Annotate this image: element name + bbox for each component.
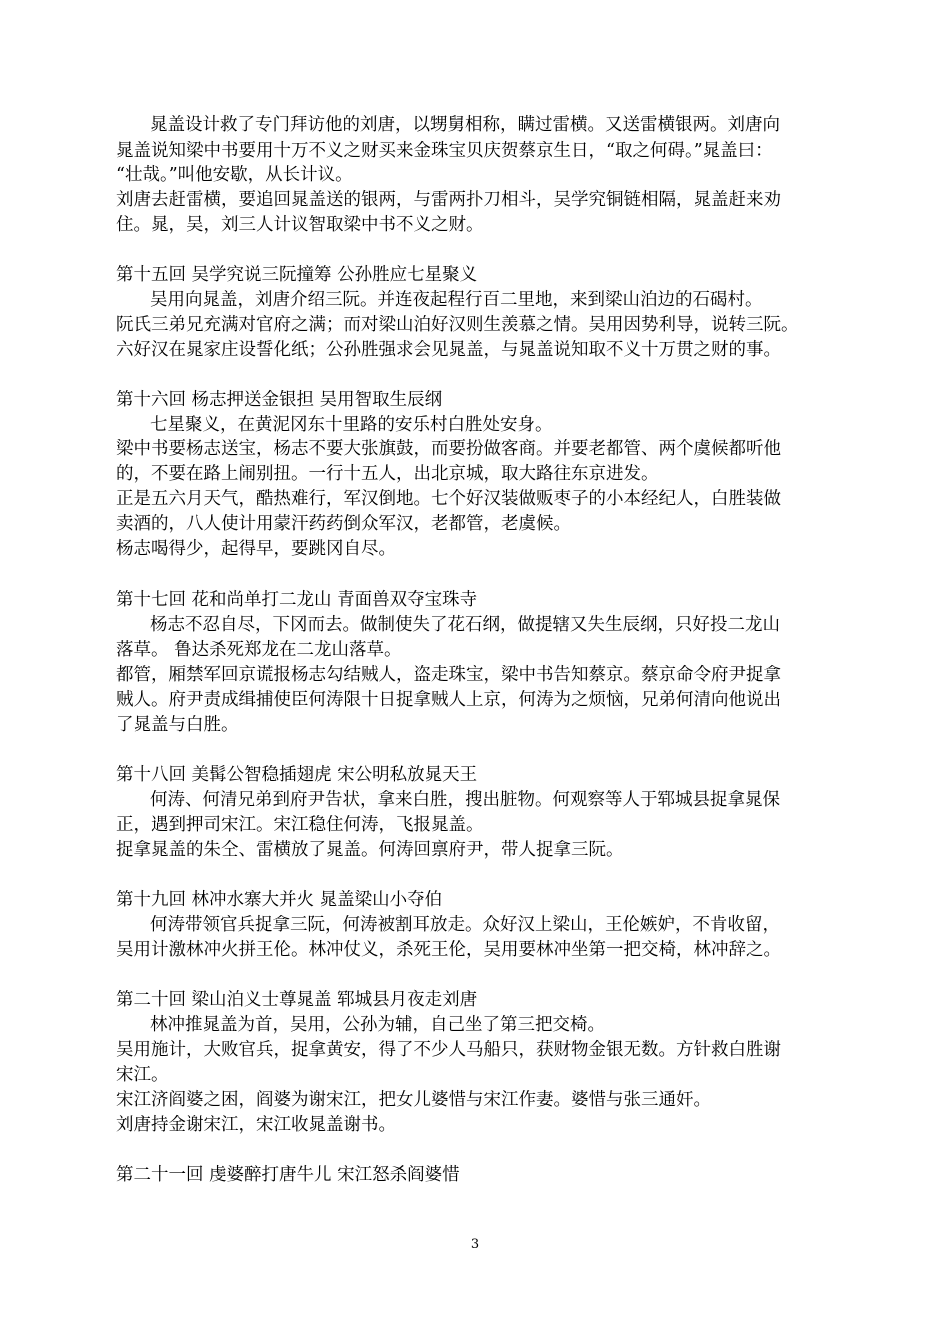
text-line: 刘唐持金谢宋江，宋江收晁盖谢书。 <box>116 1115 396 1135</box>
text-line: 的，不要在路上闹别扭。一行十五人，出北京城，取大路往东京进发。 <box>116 464 659 484</box>
text-line: 杨志喝得少，起得早，要跳冈自尽。 <box>116 539 396 559</box>
text-line: 卖酒的，八人使计用蒙汗药药倒众军汉，老都管，老虞候。 <box>116 514 571 534</box>
text-line: 何涛、何清兄弟到府尹告状，拿来白胜，搜出脏物。何观察等人于郓城县捉拿晁保 <box>150 790 780 810</box>
chapter-heading: 第十六回 杨志押送金银担 吴用智取生辰纲 <box>116 390 443 410</box>
text-line: 刘唐去赶雷横，要追回晁盖送的银两，与雷两扑刀相斗，吴学究铜链相隔，晁盖赶来劝 <box>116 190 781 210</box>
text-line: 贼人。府尹责成缉捕使臣何涛限十日捉拿贼人上京，何涛为之烦恼，兄弟何清向他说出 <box>116 690 781 710</box>
text-line: 了晁盖与白胜。 <box>116 715 239 735</box>
text-line: 七星聚义，在黄泥冈东十里路的安乐村白胜处安身。 <box>150 415 553 435</box>
chapter-heading: 第十七回 花和尚单打二龙山 青面兽双夺宝珠寺 <box>116 590 478 610</box>
chapter-heading: 第二十一回 虔婆醉打唐牛儿 宋江怒杀阎婆惜 <box>116 1165 460 1185</box>
text-line: 都管，厢禁军回京谎报杨志勾结贼人，盗走珠宝，梁中书告知蔡京。蔡京命令府尹捉拿 <box>116 665 781 685</box>
text-line: 捉拿晁盖的朱仝、雷横放了晁盖。何涛回禀府尹，带人捉拿三阮。 <box>116 840 624 860</box>
text-line: 晁盖设计救了专门拜访他的刘唐，以甥舅相称，瞒过雷横。又送雷横银两。刘唐向 <box>150 115 780 135</box>
text-line: 正，遇到押司宋江。宋江稳住何涛，飞报晁盖。 <box>116 815 484 835</box>
chapter-heading: 第十九回 林冲水寨大并火 晁盖梁山小夺伯 <box>116 890 443 910</box>
text-line: 六好汉在晁家庄设誓化纸；公孙胜强求会见晁盖，与晁盖说知取不义十万贯之财的事。 <box>116 340 781 360</box>
text-line: 住。晁，吴，刘三人计议智取梁中书不义之财。 <box>116 215 484 235</box>
text-line: 晁盖说知梁中书要用十万不义之财买来金珠宝贝庆贺蔡京生日，“取之何碍。”晁盖曰： <box>116 141 773 161</box>
text-line: 落草。 鲁达杀死郑龙在二龙山落草。 <box>116 640 402 660</box>
text-line: 阮氏三弟兄充满对官府之满；而对梁山泊好汉则生羡慕之情。吴用因势利导，说转三阮。 <box>116 315 799 335</box>
text-line: 正是五六月天气，酷热难行，军汉倒地。七个好汉装做贩枣子的小本经纪人，白胜装做 <box>116 489 781 509</box>
page-number: 3 <box>470 1237 480 1252</box>
text-line: 吴用施计，大败官兵，捉拿黄安，得了不少人马船只，获财物金银无数。方针救白胜谢 <box>116 1040 781 1060</box>
text-line: “壮哉。”叫他安歇，从长计议。 <box>116 165 353 185</box>
text-line: 宋江济阎婆之困，阎婆为谢宋江，把女儿婆惜与宋江作妻。婆惜与张三通奸。 <box>116 1090 711 1110</box>
text-line: 何涛带领官兵捉拿三阮，何涛被割耳放走。众好汉上梁山，王伦嫉妒，不肯收留， <box>150 915 780 935</box>
text-line: 梁中书要杨志送宝，杨志不要大张旗鼓，而要扮做客商。并要老都管、两个虞候都听他 <box>116 439 781 459</box>
text-line: 杨志不忍自尽，下冈而去。做制使失了花石纲，做提辖又失生辰纲，只好投二龙山 <box>150 615 780 635</box>
text-line: 宋江。 <box>116 1065 169 1085</box>
text-line: 吴用向晁盖，刘唐介绍三阮。并连夜起程行百二里地，来到梁山泊边的石碣村。 <box>150 290 763 310</box>
chapter-heading: 第十五回 吴学究说三阮撞筹 公孙胜应七星聚义 <box>116 265 478 285</box>
text-line: 林冲推晁盖为首，吴用，公孙为辅，自己坐了第三把交椅。 <box>150 1015 605 1035</box>
chapter-heading: 第二十回 梁山泊义士尊晁盖 郓城县月夜走刘唐 <box>116 990 478 1010</box>
text-line: 吴用计激林冲火拼王伦。林冲仗义，杀死王伦，吴用要林冲坐第一把交椅，林冲辞之。 <box>116 940 781 960</box>
chapter-heading: 第十八回 美髯公智稳插翅虎 宋公明私放晁天王 <box>116 765 478 785</box>
